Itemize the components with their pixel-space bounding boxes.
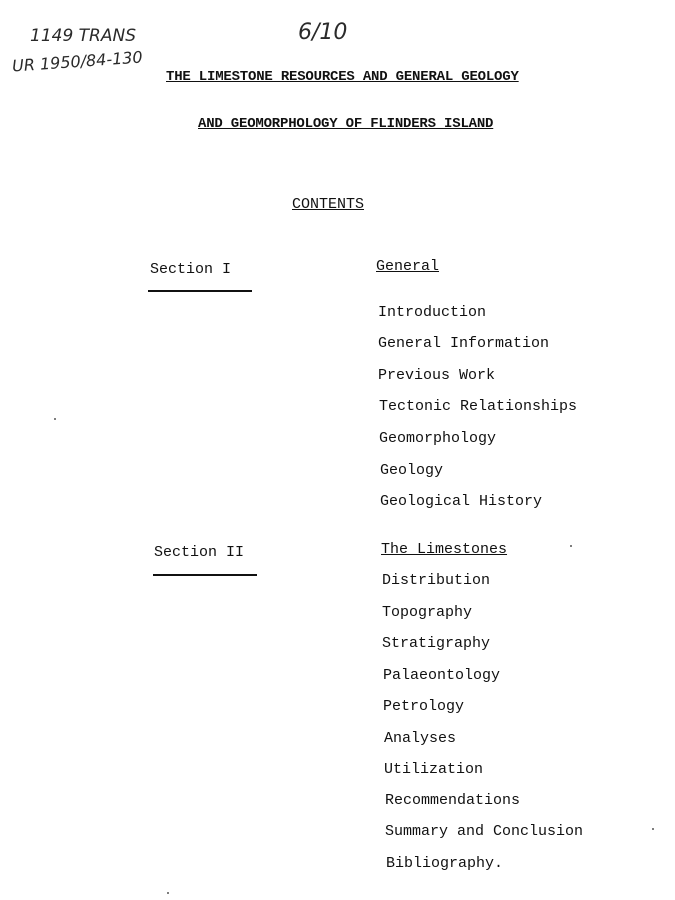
contents-item: Summary and Conclusion xyxy=(385,823,584,840)
document-title-line-1: THE LIMESTONE RESOURCES AND GENERAL GEOLOGY xyxy=(166,69,519,85)
contents-item: Geological History xyxy=(380,493,543,510)
contents-item: Palaeontology xyxy=(383,667,501,684)
contents-item: Bibliography. xyxy=(386,855,504,872)
contents-item: Distribution xyxy=(382,572,491,589)
handwritten-reference-number: 1149 TRANS xyxy=(30,26,137,46)
section-heading: The Limestones xyxy=(381,541,508,558)
section-heading: General xyxy=(376,258,440,275)
contents-item: Geology xyxy=(380,462,444,479)
contents-item: Analyses xyxy=(384,730,457,747)
contents-item: Introduction xyxy=(378,304,487,321)
scan-speck xyxy=(570,545,572,547)
document-title-line-2: AND GEOMORPHOLOGY OF FLINDERS ISLAND xyxy=(198,116,494,132)
contents-heading: CONTENTS xyxy=(292,196,365,213)
contents-item: Stratigraphy xyxy=(382,635,491,652)
section-label-rule xyxy=(153,574,257,576)
section-label: Section I xyxy=(150,261,232,278)
contents-item: Recommendations xyxy=(385,792,521,809)
contents-item: Tectonic Relationships xyxy=(379,398,578,415)
handwritten-file-number: UR 1950/84-130 xyxy=(11,47,144,76)
section-label-rule xyxy=(148,290,252,292)
scan-speck xyxy=(167,892,169,894)
handwritten-page-fraction: 6/10 xyxy=(298,20,348,45)
contents-item: Geomorphology xyxy=(379,430,497,447)
contents-item: Previous Work xyxy=(378,367,496,384)
contents-item: Topography xyxy=(382,604,473,621)
contents-item: Petrology xyxy=(383,698,465,715)
section-label: Section II xyxy=(154,544,245,561)
contents-item: Utilization xyxy=(384,761,484,778)
scan-speck xyxy=(652,828,654,830)
contents-item: General Information xyxy=(378,335,550,352)
scan-speck xyxy=(54,418,56,420)
